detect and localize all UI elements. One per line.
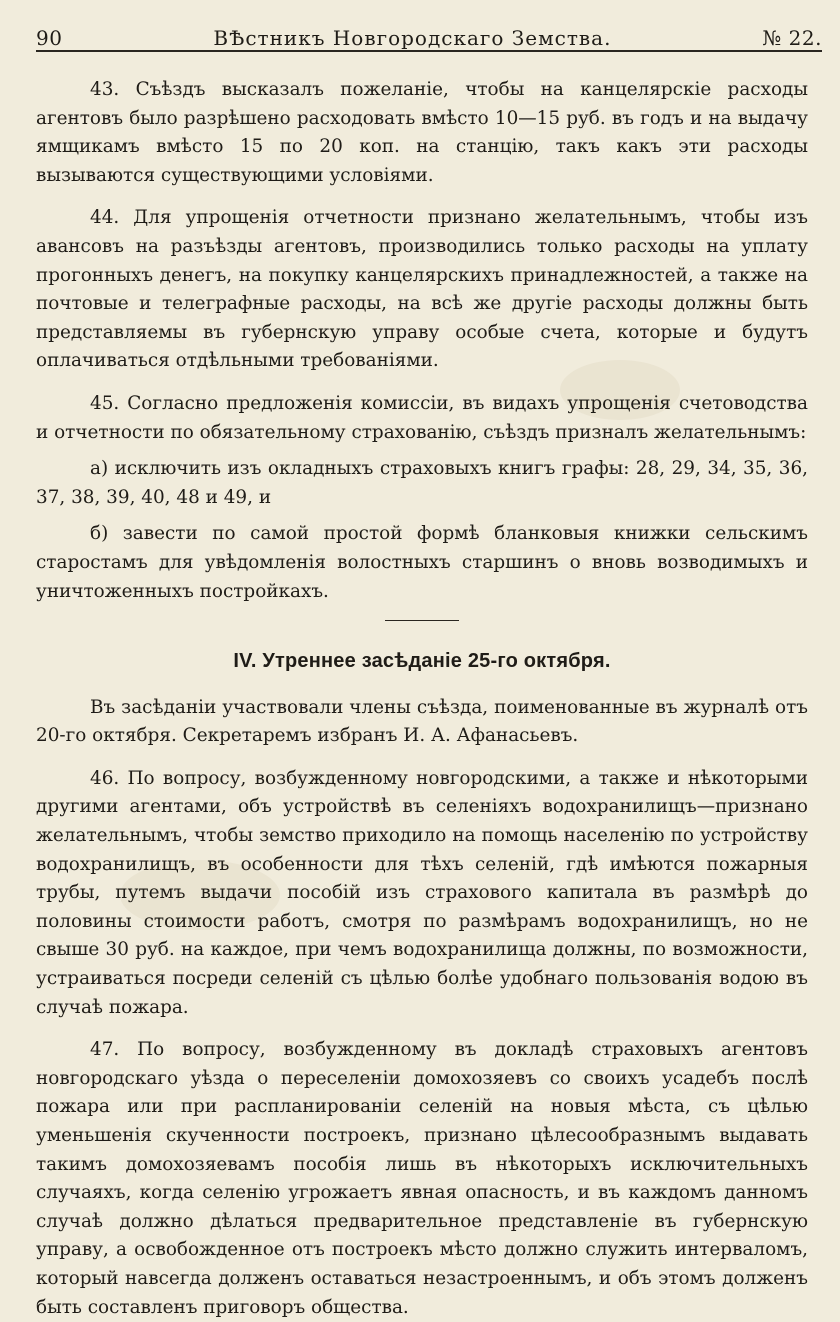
attendance-paragraph: Въ засѣданіи участвовали члены съѣзда, поименованные въ журналѣ отъ 20-го октября. Секретаремъ избранъ И. А. Афанасьевъ. bbox=[36, 696, 808, 747]
document-body bbox=[36, 76, 808, 1322]
section-divider bbox=[385, 620, 459, 621]
journal-title: ВѢстникъ Новгородскаго Земства. bbox=[213, 26, 612, 50]
paragraph-45-item-b: б) завести по самой простой формѣ бланковыя книжки сельскимъ старостамъ для увѣдомленія волостныхъ старшинъ о вновь возводимыхъ и уничтоженныхъ постройкахъ. bbox=[36, 523, 808, 602]
paragraph-43: 43. Съѣздъ высказалъ пожеланіе, чтобы на канцелярскіе расходы агентовъ было разрѣшено расходовать вмѣсто 10—15 руб. въ годъ и на выдачу ямщикамъ вмѣсто 15 по 20 коп. на станцію, такъ какъ эти расходы вызываются существующими условіями. bbox=[36, 79, 808, 186]
paragraph-45-item-a: а) исключить изъ окладныхъ страховыхъ книгъ графы: 28, 29, 34, 35, 36, 37, 38, 39, 40, 48 и 49, и bbox=[36, 458, 808, 508]
issue-number: № 22. bbox=[762, 26, 822, 50]
paragraph-46: 46. По вопросу, возбужденному новгородскими, а также и нѣкоторыми другими агентами, объ устройствѣ въ селеніяхъ водохранилищъ—признано желательнымъ, чтобы земство приходило на помощь населенію по устройству водохранилищъ, въ особенности для тѣхъ селеній, гдѣ имѣются пожарныя трубы, путемъ выдачи пособій изъ страхового капитала въ размѣрѣ до половины стоимости работъ, смотря по размѣрамъ водохранилищъ, но не свыше 30 руб. на каждое, при чемъ водохранилища должны, по возможности, устраиваться посреди селеній съ цѣлью болѣе удобнаго пользованія водою въ случаѣ пожара. bbox=[36, 767, 808, 1018]
paragraph-45: 45. Согласно предложенія комиссіи, въ видахъ упрощенія счетоводства и отчетности по обязательному страхованію, съѣздъ призналъ желательнымъ: bbox=[36, 392, 808, 443]
paragraph-47: 47. По вопросу, возбужденному въ докладѣ страховыхъ агентовъ новгородскаго уѣзда о переселеніи домохозяевъ со своихъ усадебъ послѣ пожара или при распланированіи селеній на новыя мѣста, съ цѣлью уменьшенія скученности построекъ, признано цѣлесообразнымъ выдавать такимъ домохозяевамъ пособія лишь въ нѣкоторыхъ исключительныхъ случаяхъ, когда селенію угрожаетъ явная опасность, и въ каждомъ данномъ случаѣ должно дѣлаться предварительное представленіе въ губернскую управу, а освобожденное отъ построекъ мѣсто должно служить интерваломъ, который навсегда долженъ оставаться незастроеннымъ, и объ этомъ долженъ быть составленъ приговоръ общества. bbox=[36, 1039, 808, 1318]
section-heading: IV. Утреннее засѣданіе 25-го октября. bbox=[233, 650, 611, 673]
header-rule bbox=[36, 50, 822, 52]
page-number: 90 bbox=[36, 26, 63, 50]
running-header bbox=[36, 20, 822, 50]
paragraph-44: 44. Для упрощенія отчетности признано желательнымъ, чтобы изъ авансовъ на разъѣзды агентовъ, производились только расходы на уплату прогонныхъ денегъ, на покупку канцелярскихъ принадлежностей, а также на почтовые и телеграфные расходы, на всѣ же другіе расходы должны быть представляемы въ губернскую управу особые счета, которые и будутъ оплачиваться отдѣльными требованіями. bbox=[36, 207, 808, 372]
